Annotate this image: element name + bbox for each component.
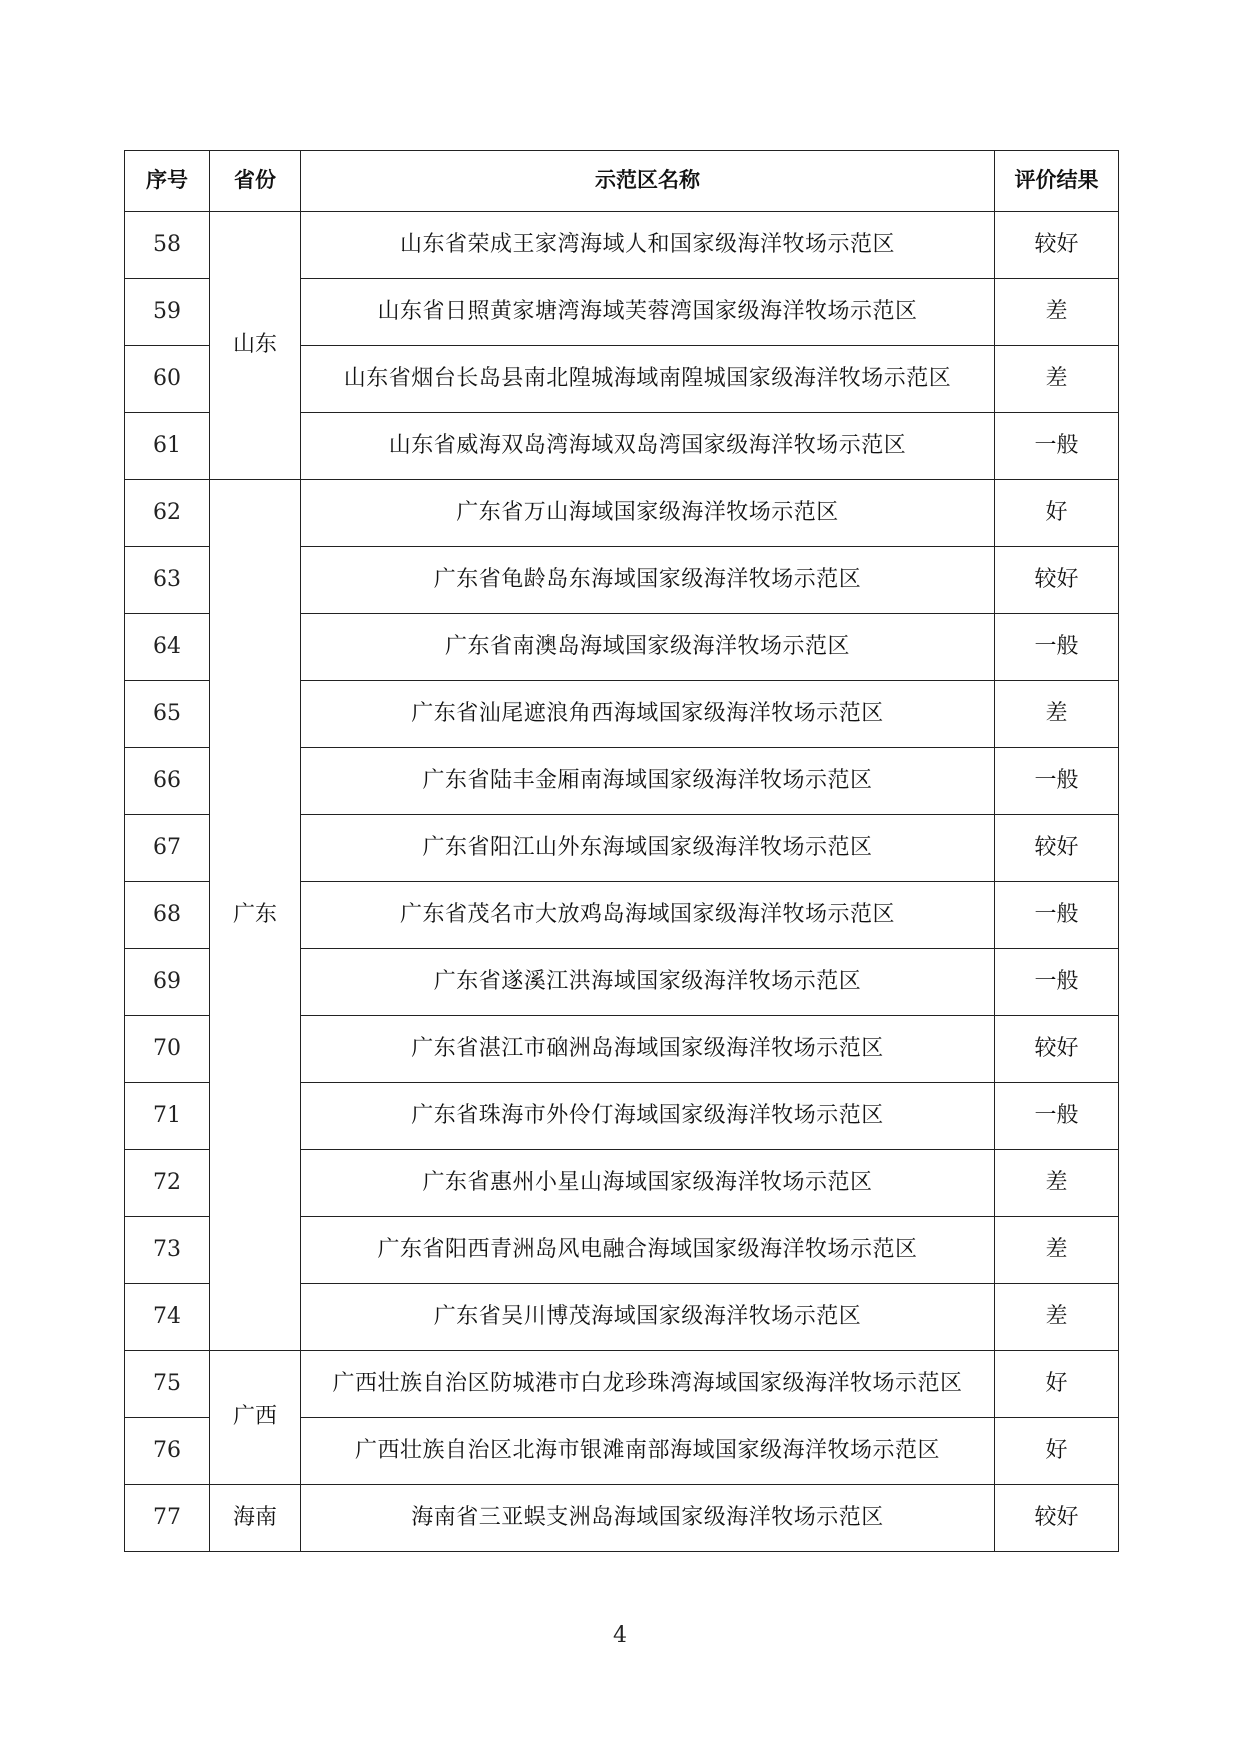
cell-evaluation: 一般 xyxy=(995,949,1119,1016)
cell-evaluation: 一般 xyxy=(995,1083,1119,1150)
cell-seq: 77 xyxy=(125,1485,210,1552)
cell-zone-name: 广东省湛江市硇洲岛海域国家级海洋牧场示范区 xyxy=(301,1016,995,1083)
cell-zone-name: 广东省汕尾遮浪角西海域国家级海洋牧场示范区 xyxy=(301,681,995,748)
cell-zone-name: 广西壮族自治区北海市银滩南部海域国家级海洋牧场示范区 xyxy=(301,1418,995,1485)
cell-evaluation: 较好 xyxy=(995,1016,1119,1083)
cell-zone-name: 广东省遂溪江洪海域国家级海洋牧场示范区 xyxy=(301,949,995,1016)
cell-seq: 58 xyxy=(125,212,210,279)
cell-evaluation: 差 xyxy=(995,346,1119,413)
cell-seq: 65 xyxy=(125,681,210,748)
cell-zone-name: 广东省阳江山外东海域国家级海洋牧场示范区 xyxy=(301,815,995,882)
cell-zone-name: 广东省陆丰金厢南海域国家级海洋牧场示范区 xyxy=(301,748,995,815)
cell-seq: 59 xyxy=(125,279,210,346)
cell-evaluation: 差 xyxy=(995,1150,1119,1217)
cell-seq: 66 xyxy=(125,748,210,815)
cell-seq: 69 xyxy=(125,949,210,1016)
cell-evaluation: 差 xyxy=(995,681,1119,748)
cell-zone-name: 山东省威海双岛湾海域双岛湾国家级海洋牧场示范区 xyxy=(301,413,995,480)
cell-zone-name: 广东省南澳岛海域国家级海洋牧场示范区 xyxy=(301,614,995,681)
cell-seq: 68 xyxy=(125,882,210,949)
page-number: 4 xyxy=(613,1623,627,1648)
cell-evaluation: 一般 xyxy=(995,413,1119,480)
cell-province: 广西 xyxy=(210,1351,301,1485)
cell-province: 广东 xyxy=(210,480,301,1351)
cell-seq: 61 xyxy=(125,413,210,480)
cell-zone-name: 山东省日照黄家塘湾海域芙蓉湾国家级海洋牧场示范区 xyxy=(301,279,995,346)
cell-zone-name: 广东省龟龄岛东海域国家级海洋牧场示范区 xyxy=(301,547,995,614)
table-header xyxy=(125,151,1119,212)
cell-evaluation: 好 xyxy=(995,480,1119,547)
header-name: 示范区名称 xyxy=(301,151,995,212)
cell-evaluation: 差 xyxy=(995,279,1119,346)
cell-seq: 72 xyxy=(125,1150,210,1217)
cell-evaluation: 较好 xyxy=(995,1485,1119,1552)
cell-seq: 64 xyxy=(125,614,210,681)
cell-zone-name: 广西壮族自治区防城港市白龙珍珠湾海域国家级海洋牧场示范区 xyxy=(301,1351,995,1418)
header-province: 省份 xyxy=(210,151,301,212)
header-seq: 序号 xyxy=(125,151,210,212)
demonstration-zone-table xyxy=(124,150,1119,1552)
cell-seq: 76 xyxy=(125,1418,210,1485)
cell-evaluation: 差 xyxy=(995,1284,1119,1351)
header-row xyxy=(125,151,1119,212)
table-row xyxy=(125,1351,1119,1418)
cell-zone-name: 广东省惠州小星山海域国家级海洋牧场示范区 xyxy=(301,1150,995,1217)
header-evaluation: 评价结果 xyxy=(995,151,1119,212)
cell-zone-name: 山东省烟台长岛县南北隍城海域南隍城国家级海洋牧场示范区 xyxy=(301,346,995,413)
cell-seq: 60 xyxy=(125,346,210,413)
cell-province: 海南 xyxy=(210,1485,301,1552)
cell-evaluation: 一般 xyxy=(995,614,1119,681)
cell-evaluation: 较好 xyxy=(995,547,1119,614)
cell-zone-name: 广东省茂名市大放鸡岛海域国家级海洋牧场示范区 xyxy=(301,882,995,949)
cell-seq: 74 xyxy=(125,1284,210,1351)
cell-evaluation: 一般 xyxy=(995,882,1119,949)
cell-province: 山东 xyxy=(210,212,301,480)
cell-zone-name: 广东省阳西青洲岛风电融合海域国家级海洋牧场示范区 xyxy=(301,1217,995,1284)
table-row xyxy=(125,1485,1119,1552)
cell-evaluation: 好 xyxy=(995,1418,1119,1485)
cell-seq: 63 xyxy=(125,547,210,614)
cell-evaluation: 较好 xyxy=(995,212,1119,279)
cell-zone-name: 海南省三亚蜈支洲岛海域国家级海洋牧场示范区 xyxy=(301,1485,995,1552)
cell-seq: 70 xyxy=(125,1016,210,1083)
cell-seq: 62 xyxy=(125,480,210,547)
cell-zone-name: 山东省荣成王家湾海域人和国家级海洋牧场示范区 xyxy=(301,212,995,279)
cell-zone-name: 广东省珠海市外伶仃海域国家级海洋牧场示范区 xyxy=(301,1083,995,1150)
cell-evaluation: 较好 xyxy=(995,815,1119,882)
table-row xyxy=(125,212,1119,279)
cell-evaluation: 一般 xyxy=(995,748,1119,815)
cell-zone-name: 广东省万山海域国家级海洋牧场示范区 xyxy=(301,480,995,547)
table-row xyxy=(125,480,1119,547)
cell-zone-name: 广东省吴川博茂海域国家级海洋牧场示范区 xyxy=(301,1284,995,1351)
cell-evaluation: 好 xyxy=(995,1351,1119,1418)
cell-seq: 73 xyxy=(125,1217,210,1284)
cell-seq: 75 xyxy=(125,1351,210,1418)
cell-seq: 67 xyxy=(125,815,210,882)
table-body xyxy=(125,212,1119,1552)
cell-seq: 71 xyxy=(125,1083,210,1150)
cell-evaluation: 差 xyxy=(995,1217,1119,1284)
